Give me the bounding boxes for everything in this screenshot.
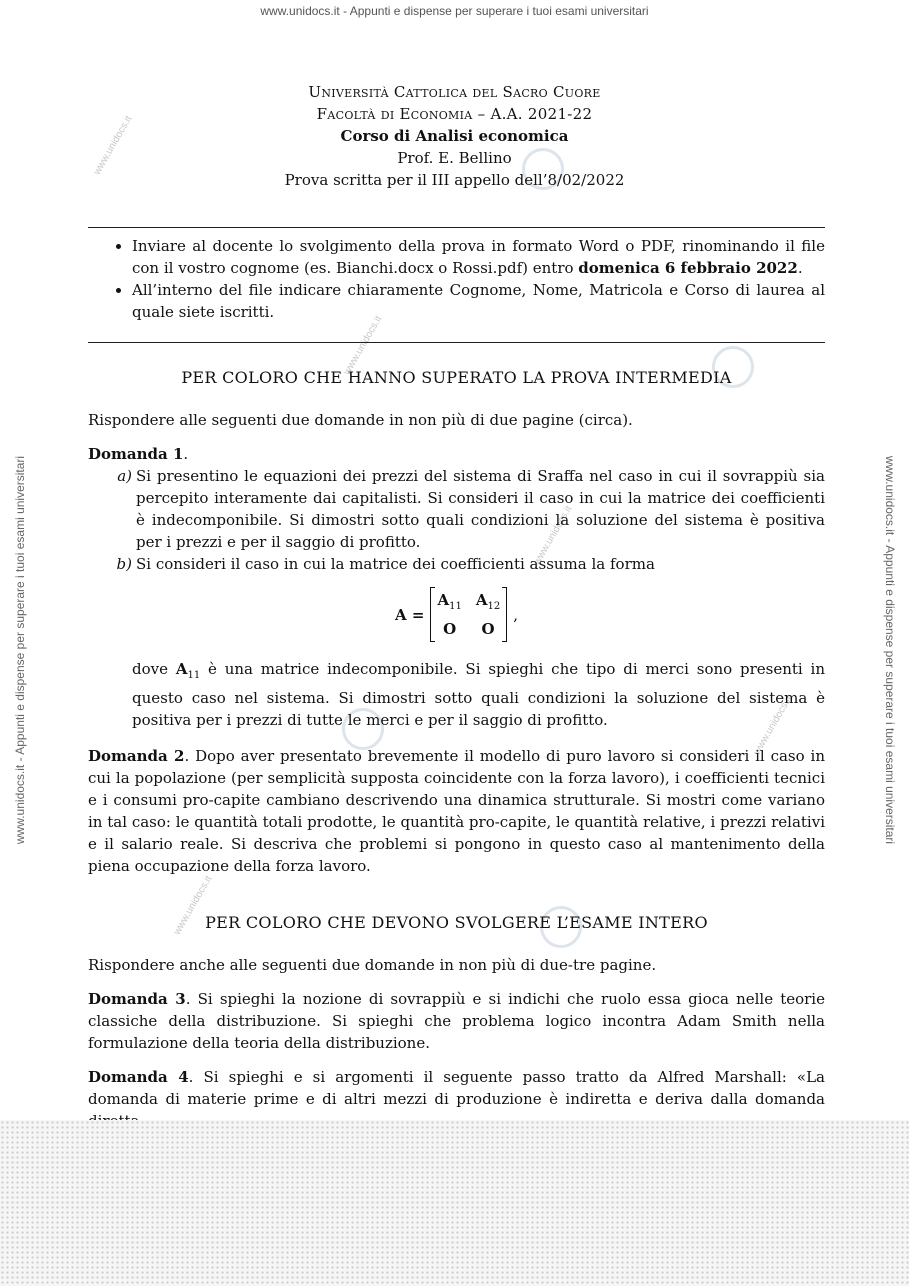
question-1a: a) Si presentino le equazioni dei prezzi del sistema di Sraffa nel caso in cui il sovrappiù sia percepito interamente dai capitalisti. Si consideri il caso in cui la matrice dei coefficienti è indecomponibile. Si dimostri sotto quali condizioni la soluzione del sistema è positiva per i prezzi e per il saggio di profitto. bbox=[117, 467, 825, 551]
exam-title: Prova scritta per il III appello dell’8/02/2022 bbox=[284, 171, 625, 189]
instruction-item: • Inviare al docente lo svolgimento della prova in formato Word o PDF, rinominando il file con il vostro cognome (es. Bianchi.docx o Rossi.pdf) entro domenica 6 febbraio 2022. bbox=[132, 235, 825, 279]
section-esame-intero bbox=[88, 912, 825, 1132]
professor-name: Prof. E. Bellino bbox=[397, 149, 512, 167]
watermark-diagonal: www.unidocs.it bbox=[751, 694, 795, 757]
watermark-top: www.unidocs.it - Appunti e dispense per superare i tuoi esami universitari bbox=[260, 4, 649, 18]
divider bbox=[88, 227, 825, 228]
divider bbox=[88, 342, 825, 343]
question-label: Domanda 2 bbox=[88, 747, 185, 765]
section-intermedia bbox=[88, 367, 825, 877]
question-label: Domanda 3 bbox=[88, 990, 186, 1008]
question-1b-continued: dove $A_{11}$ è una matrice indecomponibile. Si spieghi che tipo di merci sono presenti in questo caso nel sistema. Si dimostri sotto quali condizioni la soluzione del sistema è positiva per i prezzi di tutte le merci e per il saggio di profitto. bbox=[132, 660, 825, 729]
preview-blur-overlay bbox=[0, 1120, 909, 1286]
university-name: Università Cattolica del Sacro Cuore bbox=[308, 83, 601, 101]
section-intro: Rispondere anche alle seguenti due domande in non più di due-tre pagine. bbox=[88, 956, 657, 974]
document-header bbox=[0, 81, 909, 191]
section-title: PER COLORO CHE DEVONO SVOLGERE L’ESAME INTERO bbox=[205, 913, 708, 932]
question-label: Domanda 1 bbox=[88, 445, 184, 463]
section-title: PER COLORO CHE HANNO SUPERATO LA PROVA INTERMEDIA bbox=[181, 368, 732, 387]
watermark-diagonal: www.unidocs.it bbox=[91, 114, 135, 177]
watermark-diagonal: www.unidocs.it bbox=[171, 874, 215, 937]
section-intro: Rispondere alle seguenti due domande in non più di due pagine (circa). bbox=[88, 411, 633, 429]
course-title: Corso di Analisi economica bbox=[340, 127, 569, 145]
question-4: Domanda 4. Si spieghi e si argomenti il seguente passo tratto da Alfred Marshall: «La domanda di materie prime e di altri mezzi di produzione è indiretta e deriva dalla domanda bbox=[88, 1068, 825, 1108]
watermark-diagonal: www.unidocs.it bbox=[531, 504, 575, 567]
watermark-right: www.unidocs.it - Appunti e dispense per superare i tuoi esami universitari bbox=[883, 455, 897, 845]
deadline: domenica 6 febbraio 2022 bbox=[578, 259, 798, 277]
question-3: Domanda 3. Si spieghi la nozione di sovrappiù e si indichi che ruolo essa gioca nelle teorie classiche della distribuzione. Si spieghi che problema logico incontra Adam Smith nella formulazione della teoria della distribuzione. bbox=[88, 990, 825, 1052]
question-2: Domanda 2. Dopo aver presentato brevemente il modello di puro lavoro si consideri il caso in cui la popolazione (per semplicità supposta coincidente con la forza lavoro), i coefficienti tecnici e i consumi pro-capite cambiano descrivendo una dinamica strutturale. Si mostri come variano in tal caso: le quantità totali prodotte, le quantità pro-capite, le quantità relative, i prezzi relativi e il salario reale. Si descriva che problemi si pongono in questo caso al mantenimento della piena occupazione della forza lavoro. bbox=[88, 747, 825, 875]
question-label: Domanda 4 bbox=[88, 1068, 189, 1086]
instructions-box bbox=[88, 235, 825, 323]
question-1: Domanda 1. bbox=[88, 445, 189, 463]
matrix-equation: A = $A_{11}$ $A_{12}$ O O , bbox=[88, 587, 825, 642]
watermark-left: www.unidocs.it - Appunti e dispense per superare i tuoi esami universitari bbox=[13, 455, 27, 845]
watermark-diagonal: www.unidocs.it bbox=[341, 314, 385, 377]
matrix: $A_{11}$ $A_{12}$ O O bbox=[430, 587, 507, 642]
question-1b: b) Si consideri il caso in cui la matrice dei coefficienti assuma la forma bbox=[116, 555, 655, 573]
instruction-item: • All’interno del file indicare chiaramente Cognome, Nome, Matricola e Corso di laurea al quale siete iscritti. bbox=[132, 279, 825, 323]
faculty-name: Facoltà di Economia – A.A. 2021-22 bbox=[316, 105, 593, 123]
